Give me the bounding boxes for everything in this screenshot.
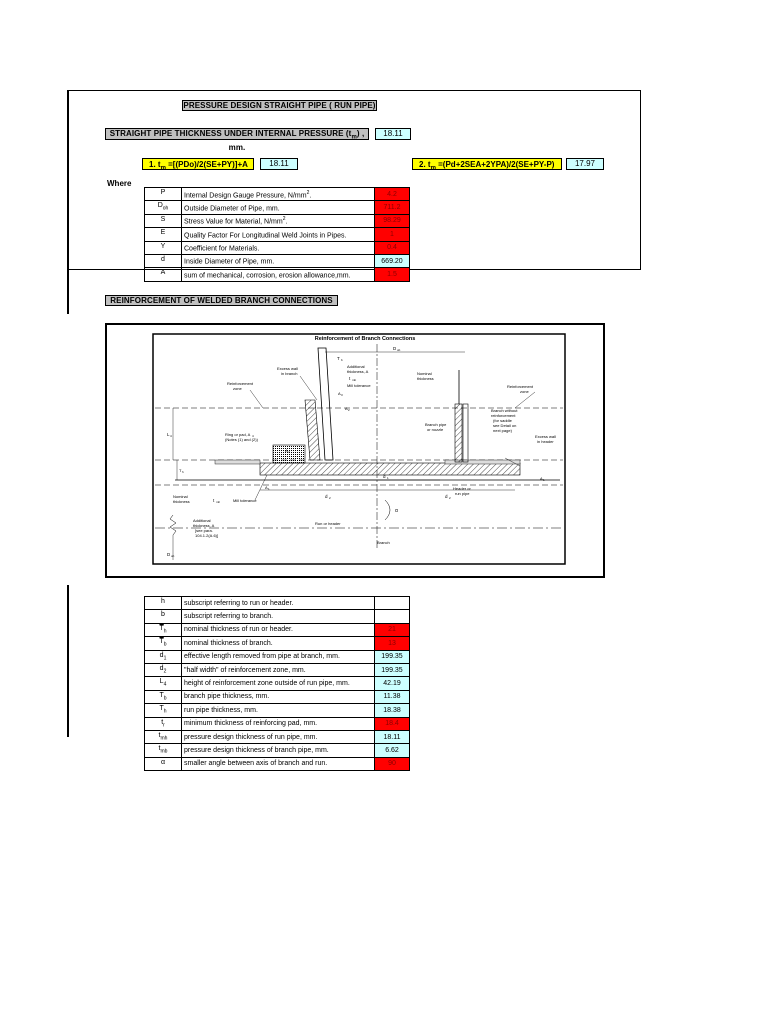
nomenclature-value: 42.19: [375, 677, 410, 690]
param-symbol: Y: [145, 241, 182, 254]
nomenclature-row: [145, 730, 410, 743]
label-branch-no-reinf-3: (for saddle: [493, 418, 512, 423]
nomenclature-value: [375, 610, 410, 623]
formula1-value: 18.11: [260, 158, 298, 170]
branch-pipe-left-outer: [318, 348, 333, 460]
label-a2: A: [345, 406, 348, 411]
label-header-run: Header or: [453, 486, 471, 491]
branch-reinforcement-diagram: [115, 330, 597, 570]
nomenclature-row: [145, 677, 410, 690]
params-table: [144, 187, 410, 282]
label-excess-header: Excess wall: [535, 434, 556, 439]
label-reinf-zone-right-2: zone: [520, 389, 529, 394]
label-a4: A: [285, 448, 288, 453]
param-row: [145, 268, 410, 281]
nomenclature-description: subscript referring to run or header.: [182, 597, 375, 610]
left-rule-1: [67, 270, 69, 314]
param-row: [145, 188, 410, 201]
param-symbol: $D_{oh}$: [145, 201, 182, 214]
break-mark: [170, 515, 176, 535]
branch-wall-right: [455, 404, 462, 462]
param-description: Coefficient for Materials.: [182, 241, 375, 254]
label-excess-branch: Excess wall: [277, 366, 298, 371]
label-doh-sub: oh: [171, 554, 175, 558]
param-description: Stress Value for Material, $N/mm^2$.: [182, 214, 375, 227]
param-row: [145, 201, 410, 214]
label-ring-pad-sub: 4: [252, 434, 254, 438]
label-a1-right-sub: 1: [543, 478, 545, 482]
left-rule-2: [67, 585, 69, 737]
label-run-header: Run or header: [315, 521, 341, 526]
section2-title: REINFORCEMENT OF WELDED BRANCH CONNECTIONS: [105, 295, 338, 306]
label-d2-right: d: [445, 494, 448, 499]
param-row: [145, 241, 410, 254]
nomenclature-description: smaller angle between axis of branch and run.: [182, 757, 375, 770]
reinforcing-pad: [273, 445, 305, 463]
thickness-label-tail: ) , mm.: [228, 129, 365, 152]
nomenclature-symbol: $t_{mh}$: [145, 730, 182, 743]
leader-reinf-left: [250, 390, 263, 408]
nomenclature-row: [145, 637, 410, 650]
label-tmh: t: [213, 498, 215, 503]
label-d2-left: d: [325, 494, 328, 499]
label-nominal-left-2: thickness: [173, 499, 190, 504]
label-a2-sub: 2: [348, 408, 350, 412]
nomenclature-symbol: $t_r$: [145, 717, 182, 730]
nomenclature-row: [145, 610, 410, 623]
param-description: sum of mechanical, corrosion, erosion allowance,mm.: [182, 268, 375, 281]
nomenclature-description: pressure design thickness of run pipe, mm.: [182, 730, 375, 743]
label-branch-no-reinf-5: next page): [493, 428, 512, 433]
thickness-value: 18.11: [375, 128, 411, 140]
label-header-run-2: run pipe: [455, 491, 470, 496]
label-d1: d: [383, 474, 386, 479]
formula2-sub: m: [430, 165, 436, 172]
nomenclature-description: "half width" of reinforcement zone, mm.: [182, 663, 375, 676]
nomenclature-symbol: $L_4$: [145, 677, 182, 690]
param-value: 4.2: [375, 188, 410, 201]
param-value: 98.29: [375, 214, 410, 227]
nomenclature-value: 18.38: [375, 704, 410, 717]
label-nominal-top: Nominal: [417, 371, 432, 376]
nomenclature-symbol: $d_1$: [145, 650, 182, 663]
label-add-thick-b3: [see para.: [195, 528, 213, 533]
formula1-label: 1. t: [149, 160, 161, 169]
label-branch-pipe-2: or nozzle: [427, 427, 444, 432]
nomenclature-description: nominal thickness of run or header.: [182, 623, 375, 636]
nomenclature-row: [145, 690, 410, 703]
label-th: T: [179, 468, 182, 473]
nomenclature-row: [145, 704, 410, 717]
label-tmb-sub: mb: [352, 378, 357, 382]
nomenclature-value: 199.35: [375, 650, 410, 663]
nomenclature-symbol: b: [145, 610, 182, 623]
label-tb: T: [337, 356, 340, 361]
label-add-thick-b4: 104.1.2(A.6)]: [195, 533, 219, 538]
leader-excess-branch: [300, 376, 317, 400]
param-value: 711.2: [375, 201, 410, 214]
label-a1-right: A: [540, 476, 543, 481]
param-symbol: A: [145, 268, 182, 281]
nomenclature-row: [145, 597, 410, 610]
formula2-box: [412, 158, 562, 170]
formula2-tail: =(Pd+2SEA+2YPA)/2(SE+PY-P): [435, 160, 555, 169]
label-dob-sub: ob: [397, 348, 401, 352]
formula1-sub: m: [160, 165, 166, 172]
label-d1-sub: 1: [387, 476, 389, 480]
param-description: Internal Design Gauge Pressure, $N/mm^2$.: [182, 188, 375, 201]
formula1-tail: =[(PDo)/2(SE+PY)]+A: [165, 160, 248, 169]
nomenclature-table: [144, 596, 410, 771]
param-row: [145, 228, 410, 241]
nomenclature-value: 199.35: [375, 663, 410, 676]
alpha-arc: [385, 500, 390, 520]
param-description: Outside Diameter of Pipe, mm.: [182, 201, 375, 214]
nomenclature-symbol: h: [145, 597, 182, 610]
param-value: 1.5: [375, 268, 410, 281]
label-add-thick-b2: thickness, A: [193, 523, 215, 528]
label-th-sub: h: [182, 470, 184, 474]
formula1-box: [142, 158, 254, 170]
label-nominal-left: Nominal: [173, 494, 188, 499]
param-symbol: E: [145, 228, 182, 241]
param-description: Inside Diameter of Pipe, mm.: [182, 254, 375, 267]
nomenclature-description: subscript referring to branch.: [182, 610, 375, 623]
label-mill-tol-top: Mill tolerance: [347, 383, 371, 388]
label-tb-sub: b: [341, 358, 343, 362]
param-value: 669.20: [375, 254, 410, 267]
nomenclature-value: [375, 597, 410, 610]
nomenclature-symbol: α: [145, 757, 182, 770]
nomenclature-row: [145, 623, 410, 636]
nomenclature-row: [145, 744, 410, 757]
param-description: Quality Factor For Longitudinal Weld Joints in Pipes.: [182, 228, 375, 241]
nomenclature-value: 21: [375, 623, 410, 636]
label-d2-right-sub: 2: [449, 496, 451, 500]
label-branch-no-reinf-4: see Detail on: [493, 423, 517, 428]
nomenclature-symbol: $t_{mb}$: [145, 744, 182, 757]
nomenclature-symbol: $T_b$: [145, 690, 182, 703]
branch-wall-left: [305, 400, 320, 460]
nomenclature-symbol: $T_h$: [145, 704, 182, 717]
nomenclature-symbol: $\overline{T}_h$: [145, 623, 182, 636]
label-a3: A: [338, 391, 341, 396]
label-d2-left-sub: 2: [329, 496, 331, 500]
label-branch-no-reinf-2: reinforcement: [491, 413, 516, 418]
nomenclature-value: 18.4: [375, 717, 410, 730]
label-alpha: α: [395, 508, 398, 514]
label-add-thick: Additional: [347, 364, 365, 369]
label-nominal-top-2: thickness: [417, 376, 434, 381]
nomenclature-description: pressure design thickness of branch pipe, mm.: [182, 744, 375, 757]
nomenclature-row: [145, 717, 410, 730]
param-symbol: d: [145, 254, 182, 267]
nomenclature-description: minimum thickness of reinforcing pad, mm.: [182, 717, 375, 730]
label-tmh-sub: mh: [216, 500, 221, 504]
label-doh: D: [167, 552, 171, 557]
label-tmb: t: [349, 376, 351, 381]
where-label: Where: [107, 179, 132, 188]
nomenclature-value: 13: [375, 637, 410, 650]
label-reinf-zone-right: Reinforcement: [507, 384, 534, 389]
section1-title: PRESSURE DESIGN STRAIGHT PIPE ( RUN PIPE): [183, 101, 376, 110]
formula2-value: 17.97: [566, 158, 604, 170]
label-l4: L: [167, 432, 170, 437]
nomenclature-description: run pipe thickness, mm.: [182, 704, 375, 717]
branch-wall-right-inner: [463, 404, 468, 462]
label-a4-sub: 4: [288, 450, 290, 454]
label-branch-pipe-1: Branch pipe: [425, 422, 447, 427]
nomenclature-row: [145, 650, 410, 663]
thickness-label-sub: m: [351, 134, 357, 141]
header-wall: [260, 463, 520, 475]
label-ring-pad-2: (Notes (1) and (2)): [225, 437, 258, 442]
thickness-label-text: STRAIGHT PIPE THICKNESS UNDER INTERNAL PRESSURE (t: [109, 129, 352, 138]
nomenclature-value: 6.62: [375, 744, 410, 757]
param-row: [145, 254, 410, 267]
nomenclature-value: 90: [375, 757, 410, 770]
header-excess-left: [215, 460, 260, 464]
formula2-label: 2. t: [419, 160, 431, 169]
nomenclature-description: branch pipe thickness, mm.: [182, 690, 375, 703]
label-ring-pad: Ring or pad, A: [225, 432, 251, 437]
label-excess-header-2: in header: [537, 439, 554, 444]
param-value: 0.4: [375, 241, 410, 254]
nomenclature-value: 11.38: [375, 690, 410, 703]
label-dob: D: [393, 346, 397, 351]
diagram-title: Reinforcement of Branch Connections: [314, 336, 416, 342]
nomenclature-description: effective length removed from pipe at branch, mm.: [182, 650, 375, 663]
param-value: 1: [375, 228, 410, 241]
label-reinf-zone-left-2: zone: [233, 386, 242, 391]
label-branch-no-reinf-1: Branch without: [491, 408, 518, 413]
label-a3-sub: 3: [341, 393, 343, 397]
thickness-label: [105, 128, 369, 152]
leader-reinf-right: [515, 392, 535, 408]
nomenclature-row: [145, 663, 410, 676]
label-add-thick-2: thickness, A: [347, 369, 369, 374]
label-mill-tol-bottom: Mill tolerance: [233, 498, 257, 503]
label-branch: Branch: [377, 540, 390, 545]
nomenclature-row: [145, 757, 410, 770]
param-row: [145, 214, 410, 227]
label-a1: A: [265, 485, 268, 490]
nomenclature-value: 18.11: [375, 730, 410, 743]
label-excess-branch-2: in branch: [281, 371, 298, 376]
nomenclature-description: nominal thickness of branch.: [182, 637, 375, 650]
nomenclature-description: height of reinforcement zone outside of run pipe, mm.: [182, 677, 375, 690]
param-symbol: P: [145, 188, 182, 201]
label-add-thick-b1: Additional: [193, 518, 211, 523]
param-symbol: S: [145, 214, 182, 227]
label-reinf-zone-left: Reinforcement: [227, 381, 254, 386]
nomenclature-symbol: $\overline{T}_b$: [145, 637, 182, 650]
label-l4-sub: 4: [170, 434, 172, 438]
label-a1-sub: 1: [268, 487, 270, 491]
nomenclature-symbol: $d_2$: [145, 663, 182, 676]
